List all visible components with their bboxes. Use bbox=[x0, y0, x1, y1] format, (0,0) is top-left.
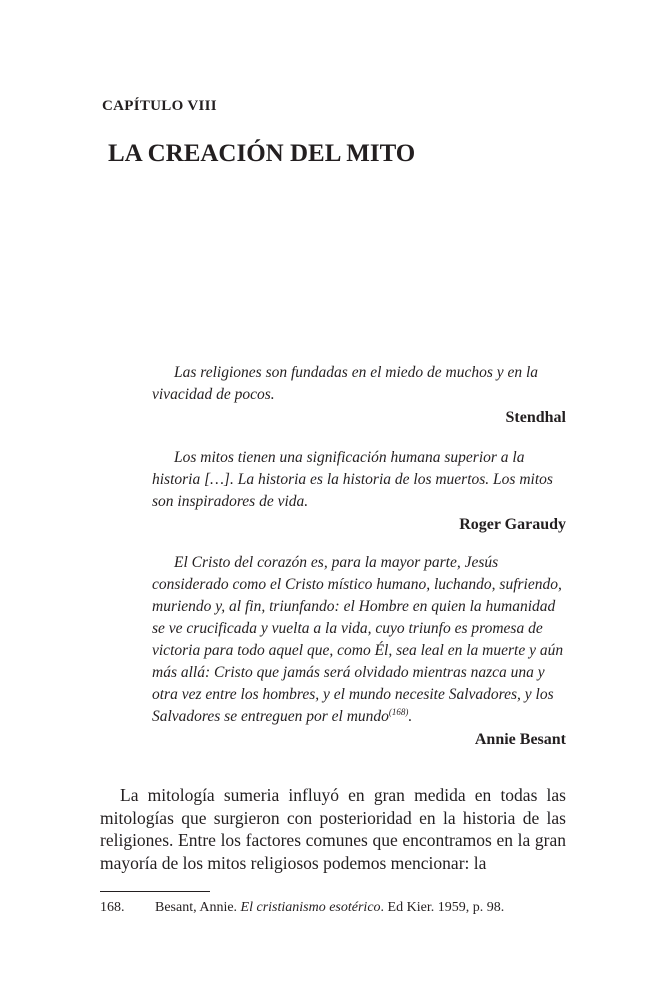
epigraph bbox=[152, 447, 566, 536]
epigraph-author: Roger Garaudy bbox=[459, 516, 566, 533]
epigraph-quote: Los mitos tienen una significación humana superior a la historia […]. La historia es la historia de los muertos. Los mitos son inspiradores de vida. bbox=[152, 449, 553, 510]
footnote-author: Besant, Annie. bbox=[155, 900, 241, 915]
epigraph-author: Stendhal bbox=[505, 409, 566, 426]
footnote-publication: . Ed Kier. 1959, p. 98. bbox=[380, 900, 505, 915]
quote-end-punctuation: . bbox=[408, 708, 413, 725]
chapter-label: CAPÍTULO VIII bbox=[102, 98, 217, 114]
footnote-book-title: El cristianismo esotérico bbox=[240, 900, 381, 915]
epigraph-quote: Las religiones son fundadas en el miedo de muchos y en la vivacidad de pocos. bbox=[152, 364, 539, 403]
epigraph-quote-text: El Cristo del corazón es, para la mayor parte, Jesús considerado como el Cristo místico humano, luchando, sufriendo, muriendo y, al fin, triunfando: el Hombre en quien la humanidad se ve crucificada y vuelta a la vida, cuyo triunfo es promesa de victoria para todo aquel que, como Él, sea leal en la muerte y aún más allá: Cristo que jamás será olvidado mientras nazca una y otra vez entre los hombres, y el mundo necesite Salvadores, y los Salvadores se entreguen por el mundo bbox=[152, 554, 564, 725]
epigraph-quote bbox=[152, 552, 566, 728]
epigraph bbox=[152, 552, 566, 751]
footnote bbox=[100, 900, 504, 916]
footnote-divider bbox=[100, 891, 210, 892]
epigraph-author: Annie Besant bbox=[474, 731, 566, 748]
footnote-reference: (168) bbox=[388, 706, 409, 717]
chapter-title: LA CREACIÓN DEL MITO bbox=[108, 140, 416, 167]
body-paragraph: La mitología sumeria influyó en gran medida en todas las mitologías que surgieron con posterioridad en la historia de las religiones. Entre los factores comunes que encontramos en la gran mayoría de los mitos religiosos podemos mencionar: la bbox=[100, 785, 566, 873]
epigraph bbox=[152, 362, 566, 429]
footnote-number: 168. bbox=[100, 900, 125, 915]
